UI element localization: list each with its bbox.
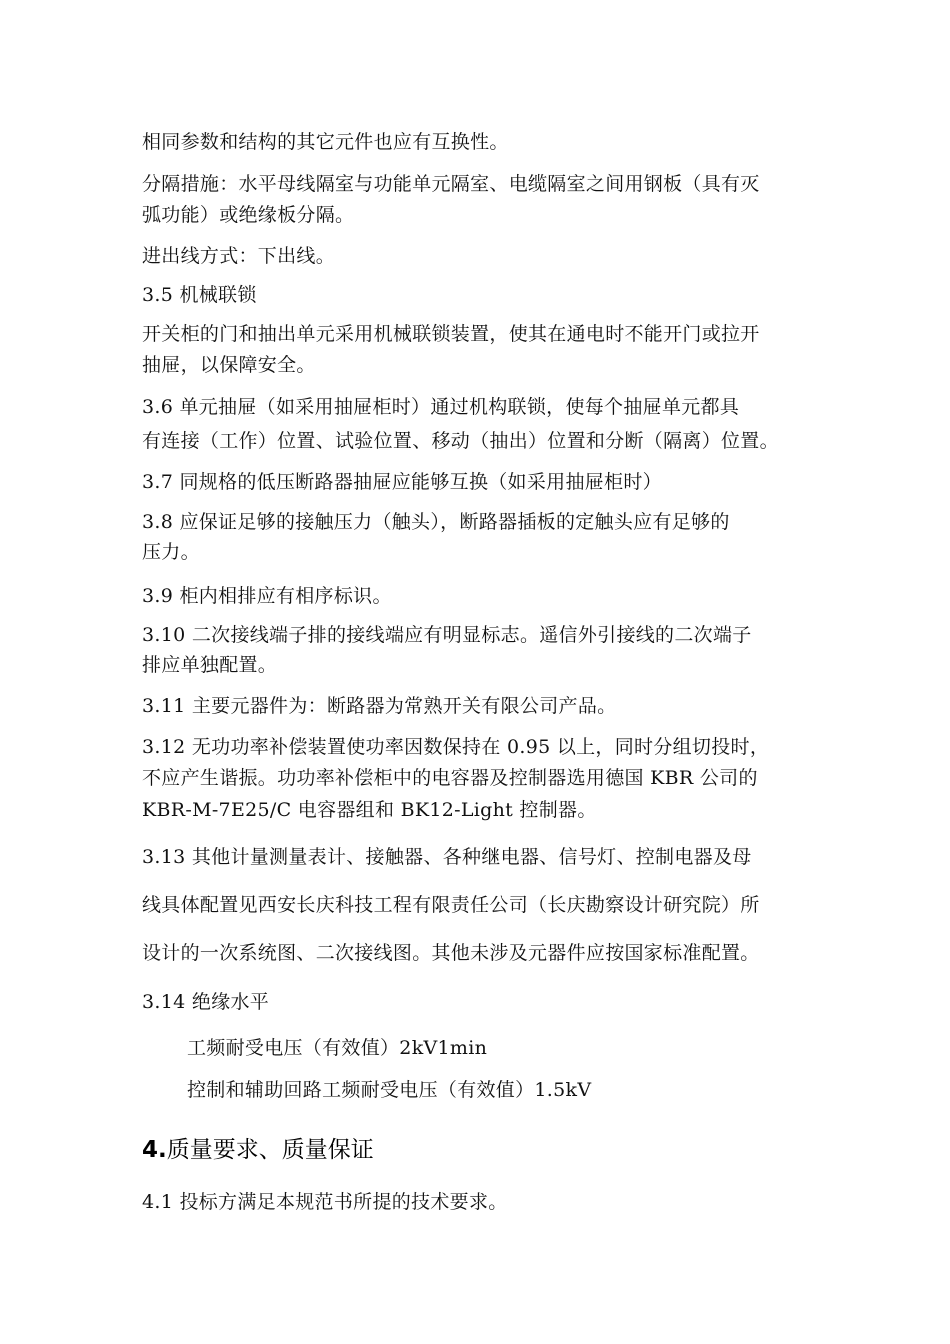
- text-line: 3.7 同规格的低压断路器抽屉应能够互换（如采用抽屉柜时）: [142, 471, 662, 493]
- text-line-indented: 控制和辅助回路工频耐受电压（有效值）1.5kV: [187, 1079, 592, 1101]
- text-line: 有连接（工作）位置、试验位置、移动（抽出）位置和分断（隔离）位置。: [142, 430, 779, 452]
- text-line-indented: 工频耐受电压（有效值）2kV1min: [187, 1037, 488, 1059]
- text-line: 弧功能）或绝缘板分隔。: [142, 204, 355, 226]
- section-heading-3-14: 3.14 绝缘水平: [142, 991, 270, 1013]
- section-4-heading: [142, 1136, 374, 1164]
- text-line: 3.12 无功功率补偿装置使功率因数保持在 0.95 以上，同时分组切投时，: [142, 736, 770, 758]
- text-line: 3.11 主要元器件为：断路器为常熟开关有限公司产品。: [142, 695, 617, 717]
- text-line: 开关柜的门和抽出单元采用机械联锁装置，使其在通电时不能开门或拉开: [142, 323, 760, 345]
- text-line: 线具体配置见西安长庆科技工程有限责任公司（长庆勘察设计研究院）所: [142, 894, 760, 916]
- text-line: 不应产生谐振。功功率补偿柜中的电容器及控制器选用德国 KBR 公司的: [142, 767, 758, 789]
- section-4-title: 质量要求、质量保证: [166, 1137, 374, 1163]
- text-line: 进出线方式：下出线。: [142, 245, 336, 267]
- section-4-number: 4.: [142, 1137, 167, 1163]
- text-line: 3.13 其他计量测量表计、接触器、各种继电器、信号灯、控制电器及母: [142, 846, 752, 868]
- text-line: 3.9 柜内相排应有相序标识。: [142, 585, 392, 607]
- text-line: 相同参数和结构的其它元件也应有互换性。: [142, 131, 509, 153]
- text-line: 3.6 单元抽屉（如采用抽屉柜时）通过机构联锁，使每个抽屉单元都具: [142, 396, 740, 418]
- section-heading-3-5: 3.5 机械联锁: [142, 284, 257, 306]
- text-line: 压力。: [142, 541, 200, 563]
- text-line: 排应单独配置。: [142, 654, 278, 676]
- text-line: 设计的一次系统图、二次接线图。其他未涉及元器件应按国家标准配置。: [142, 942, 760, 964]
- text-line: 3.8 应保证足够的接触压力（触头），断路器插板的定触头应有足够的: [142, 511, 730, 533]
- text-line: 4.1 投标方满足本规范书所提的技术要求。: [142, 1191, 508, 1213]
- text-line: 3.10 二次接线端子排的接线端应有明显标志。遥信外引接线的二次端子: [142, 624, 752, 646]
- text-line: 分隔措施：水平母线隔室与功能单元隔室、电缆隔室之间用钢板（具有灭: [142, 173, 760, 195]
- text-line: 抽屉，以保障安全。: [142, 354, 316, 376]
- text-line: KBR-M-7E25/C 电容器组和 BK12-Light 控制器。: [142, 799, 597, 821]
